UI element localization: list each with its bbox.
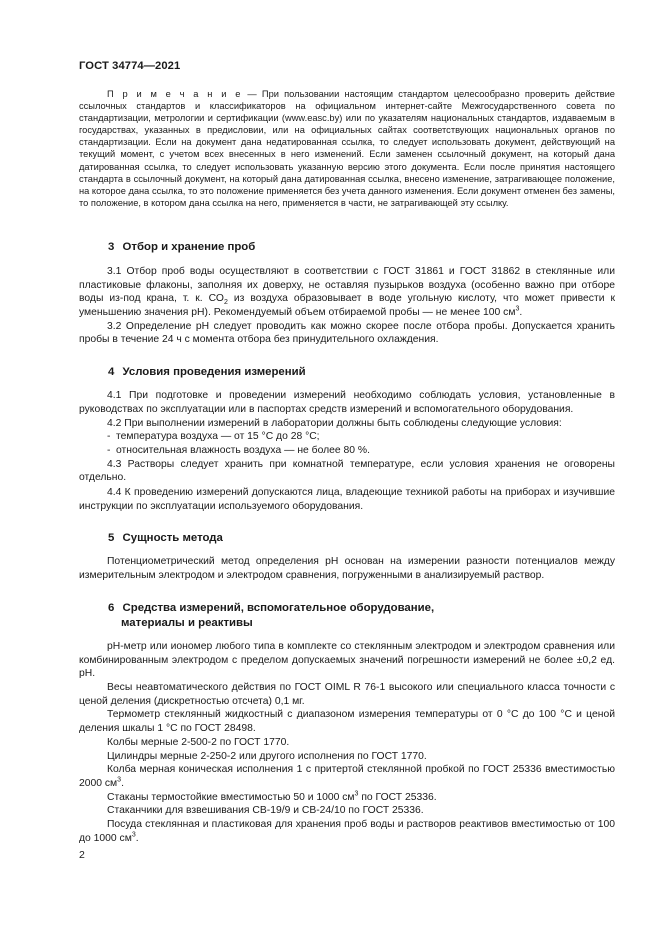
section-title: Сущность метода bbox=[122, 532, 223, 545]
section-title: Средства измерений, вспомогательное оборудование, bbox=[122, 601, 435, 614]
note-text: — При пользовании настоящим стандартом целесообразно проверить действие ссылочных стандартов и классификаторов на официальном интернет-сайте Межгосударственного совета по стандартизации, метрологии и сертификации (www.easc.by) или по указателям национальных стандартов, издаваемым в государствах, указанных в предисловии, или на официальных сайтах соответствующих национальных органов по стандартизации. Если на документ дана недатированная ссылка, то следует использовать документ, действующий на текущий момент, с учетом всех внесенных в него изменений. Если заменен ссылочный документ, на который дана датированная ссылка, то следует использовать указанную версию этого документа. Если после принятия настоящего стандарта в ссылочный документ, на который дана датированная ссылка, внесено изменение, затрагивающее положение, на которое дана ссылка, то это положение применяется без учета данного изменения. Если документ отменен без замены, то положение, в котором дана ссылка на него, применяется в части, не затрагивающей эту ссылку. bbox=[79, 89, 615, 208]
document-header: ГОСТ 34774—2021 bbox=[79, 60, 181, 72]
list-item: - относительная влажность воздуха — не более 80 %. bbox=[107, 444, 370, 456]
section-number: 5 bbox=[108, 532, 115, 545]
equipment-flasks: Колбы мерные 2-500-2 по ГОСТ 1770. bbox=[107, 736, 290, 748]
equipment-thermometer: Термометр стеклянный жидкостный с диапазоном измерения температуры от 0 °С до 100 °С и ценой деления шкалы 1 °С по ГОСТ 28498. bbox=[79, 709, 615, 735]
section-5-heading bbox=[79, 531, 615, 546]
paragraph-4-1: 4.1 При подготовке и проведении измерений необходимо соблюдать условия, установленные в руководствах по эксплуатации или в паспортах средств измерений и вспомогательного оборудования. bbox=[79, 390, 615, 415]
equipment-scales: Весы неавтоматического действия по ГОСТ OIML R 76-1 высокого или специального класса точности с ценой деления (дискретностью отсчета) 0,1 мг. bbox=[79, 682, 615, 707]
equipment-weighing-bottles: Стаканчики для взвешивания СВ-19/9 и СВ-24/10 по ГОСТ 25336. bbox=[107, 805, 424, 817]
section-title: Условия проведения измерений bbox=[122, 366, 306, 379]
note-label: П р и м е ч а н и е bbox=[107, 89, 243, 99]
section-number: 3 bbox=[108, 240, 115, 253]
section-3-heading bbox=[79, 240, 615, 255]
paragraph-3-1: 3.1 Отбор проб воды осуществляют в соответствии с ГОСТ 31861 и ГОСТ 31862 в стеклянные или пластиковые флаконы, заполняя их доверху, не оставляя пузырьков воздуха (особенно важно при отборе воды из-под крана, т. к. $СО_2$ из воздуха образовывает в воде угольную кислоту, что может привести к уменьшению значения рН). Рекомендуемый объем отбираемой пробы — не менее 100 $см^3$. bbox=[79, 265, 615, 319]
equipment-beakers: Стаканы термостойкие вместимостью 50 и 1000 $см^3$ по ГОСТ 25336. bbox=[107, 790, 437, 803]
paragraph-4-4: 4.4 К проведению измерений допускаются лица, владеющие техникой работы на приборах и изучившие инструкции по эксплуатации используемого оборудования. bbox=[79, 487, 615, 512]
equipment-conical-flask: Колба мерная коническая исполнения 1 с притертой стеклянной пробкой по ГОСТ 25336 вместимостью 2000 $см^3$. bbox=[79, 764, 615, 789]
section-6-heading bbox=[79, 601, 615, 631]
section-title: Отбор и хранение проб bbox=[122, 240, 256, 253]
equipment-storage-dishes: Посуда стеклянная и пластиковая для хранения проб воды и растворов реактивов вместимостью от 100 до 1000 $см^3$. bbox=[79, 819, 615, 844]
list-item: - температура воздуха — от 15 °С до 28 °С; bbox=[107, 431, 320, 443]
paragraph-4-3: 4.3 Растворы следует хранить при комнатной температуре, если условия хранения не оговорены отдельно. bbox=[79, 458, 615, 484]
page-content bbox=[79, 88, 615, 845]
page-number: 2 bbox=[79, 849, 85, 861]
equipment-ph-meter: рН-метр или иономер любого типа в комплекте со стеклянным электродом и электродом сравнения или комбинированным электродом с пределом допускаемых значений погрешности измерений не более ±0,2 ед. рН. bbox=[79, 640, 615, 680]
section-number: 4 bbox=[108, 366, 115, 379]
section-4-heading bbox=[79, 365, 615, 380]
paragraph-3-2: 3.2 Определение рН следует проводить как можно скорее после отбора пробы. Допускается хранить пробы в течение 24 ч с момента отбора без принудительного охлаждения. bbox=[79, 320, 615, 346]
equipment-cylinders: Цилиндры мерные 2-250-2 или другого исполнения по ГОСТ 1770. bbox=[107, 750, 427, 762]
section-title-continued: материалы и реактивы bbox=[121, 616, 253, 629]
section-number: 6 bbox=[108, 601, 115, 614]
paragraph-4-2: 4.2 При выполнении измерений в лаборатории должны быть соблюдены следующие условия: bbox=[107, 417, 562, 429]
paragraph-5-1: Потенциометрический метод определения рН основан на измерении разности потенциалов между измерительным электродом и электродом сравнения, погруженными в анализируемый раствор. bbox=[79, 556, 615, 582]
note-paragraph bbox=[79, 88, 615, 209]
